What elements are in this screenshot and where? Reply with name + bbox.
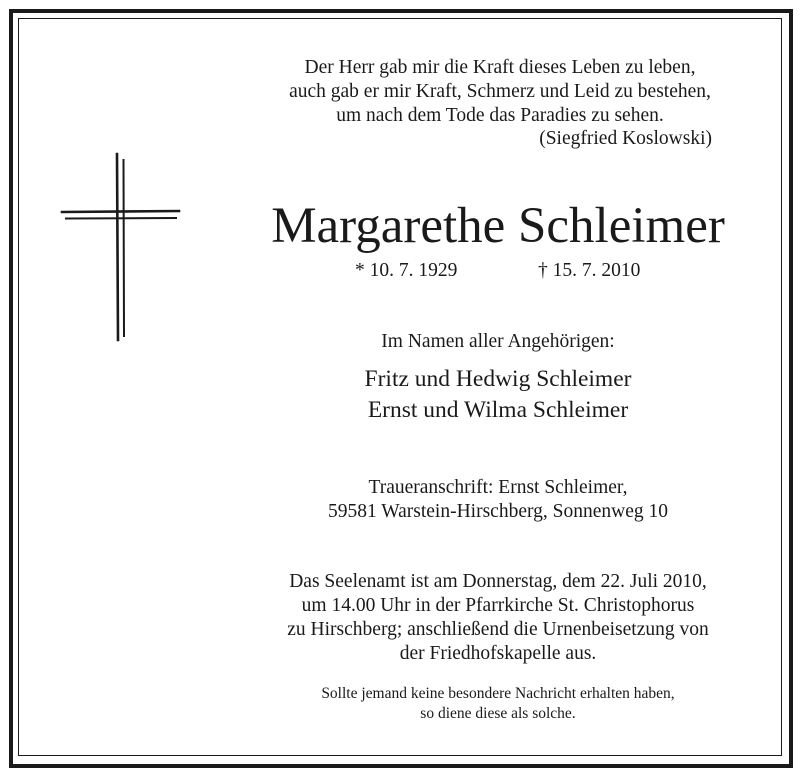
family-name: Ernst und Wilma Schleimer xyxy=(367,397,629,423)
quote-line: um nach dem Tode das Paradies zu sehen. xyxy=(336,105,664,126)
quote-line: auch gab er mir Kraft, Schmerz und Leid zu bestehen, xyxy=(289,81,711,102)
mourners-families xyxy=(248,364,748,426)
service-line: Das Seelenamt ist am Donnerstag, dem 22. Juli 2010, xyxy=(289,571,707,592)
death-date: † 15. 7. 2010 xyxy=(538,260,641,281)
birth-date: * 10. 7. 1929 xyxy=(355,260,458,281)
service-line: um 14.00 Uhr in der Pfarrkirche St. Christophorus xyxy=(301,595,695,616)
service-line: der Friedhofskapelle aus. xyxy=(399,643,597,664)
address-line: 59581 Warstein-Hirschberg, Sonnenweg 10 xyxy=(328,501,668,522)
service-info xyxy=(248,570,748,666)
quote-line: Der Herr gab mir die Kraft dieses Leben zu leben, xyxy=(304,57,696,78)
notice xyxy=(248,684,748,724)
service-line: zu Hirschberg; anschließend die Urnenbeisetzung von xyxy=(287,619,709,640)
mourners-intro: Im Namen aller Angehörigen: xyxy=(381,331,615,352)
quote-author: (Siegfried Koslowski) xyxy=(539,128,712,149)
quote xyxy=(250,56,750,128)
address-line: Traueranschrift: Ernst Schleimer, xyxy=(368,477,628,498)
family-name: Fritz und Hedwig Schleimer xyxy=(364,366,632,392)
notice-line: so diene diese als solche. xyxy=(420,705,576,722)
cross-icon xyxy=(58,150,184,345)
deceased-name: Margarethe Schleimer xyxy=(271,198,725,254)
mourning-address xyxy=(248,476,748,524)
notice-line: Sollte jemand keine besondere Nachricht erhalten haben, xyxy=(321,685,675,702)
